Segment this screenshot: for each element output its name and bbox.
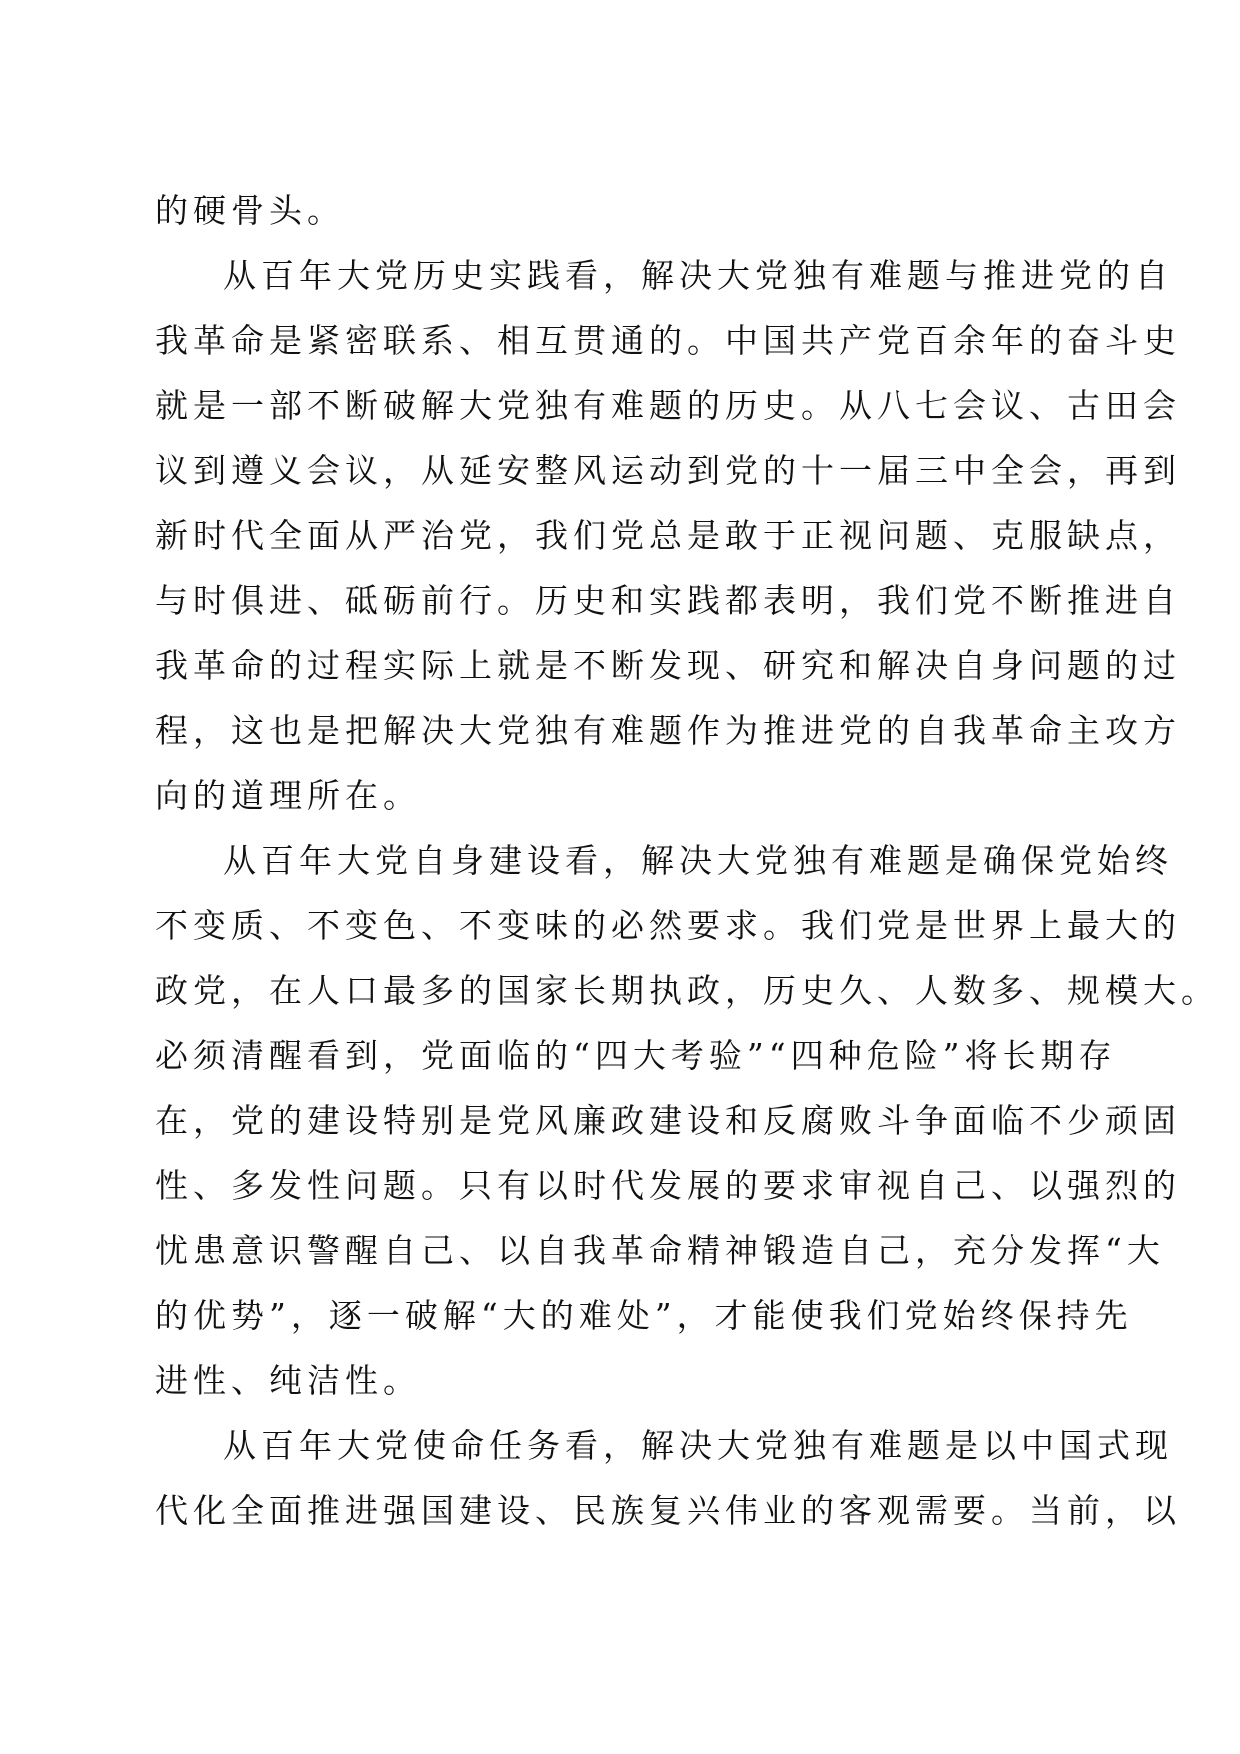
body-text (155, 178, 1219, 1543)
text-line: 与时俱进、砥砺前行。历史和实践都表明，我们党不断推进自 (155, 581, 1181, 620)
text-line: 就是一部不断破解大党独有难题的历史。从八七会议、古田会 (155, 386, 1181, 425)
text-line: 向的道理所在。 (155, 776, 421, 815)
paragraph-first-line: 从百年大党自身建设看，解决大党独有难题是确保党始终 (223, 841, 1173, 880)
paragraph-first-line: 从百年大党使命任务看，解决大党独有难题是以中国式现 (223, 1426, 1173, 1465)
text-line: 的优势”，逐一破解“大的难处”，才能使我们党始终保持先 (155, 1296, 1133, 1335)
text-line: 程，这也是把解决大党独有难题作为推进党的自我革命主攻方 (155, 711, 1181, 750)
text-line: 必须清醒看到，党面临的“四大考验”“四种危险”将长期存 (155, 1036, 1117, 1075)
text-line: 的硬骨头。 (155, 191, 345, 230)
text-line: 新时代全面从严治党，我们党总是敢于正视问题、克服缺点， (155, 516, 1181, 555)
text-line: 性、多发性问题。只有以时代发展的要求审视自己、以强烈的 (155, 1166, 1181, 1205)
text-line: 我革命的过程实际上就是不断发现、研究和解决自身问题的过 (155, 646, 1181, 685)
text-line: 不变质、不变色、不变味的必然要求。我们党是世界上最大的 (155, 906, 1181, 945)
text-line: 在，党的建设特别是党风廉政建设和反腐败斗争面临不少顽固 (155, 1101, 1181, 1140)
text-line: 议到遵义会议，从延安整风运动到党的十一届三中全会，再到 (155, 451, 1181, 490)
paragraph-first-line: 从百年大党历史实践看，解决大党独有难题与推进党的自 (223, 256, 1173, 295)
text-line: 我革命是紧密联系、相互贯通的。中国共产党百余年的奋斗史 (155, 321, 1181, 360)
text-line: 代化全面推进强国建设、民族复兴伟业的客观需要。当前，以 (155, 1491, 1181, 1530)
text-line: 政党，在人口最多的国家长期执政，历史久、人数多、规模大。 (155, 971, 1219, 1010)
text-line: 忧患意识警醒自己、以自我革命精神锻造自己，充分发挥“大 (155, 1231, 1165, 1270)
text-line: 进性、纯洁性。 (155, 1361, 421, 1400)
